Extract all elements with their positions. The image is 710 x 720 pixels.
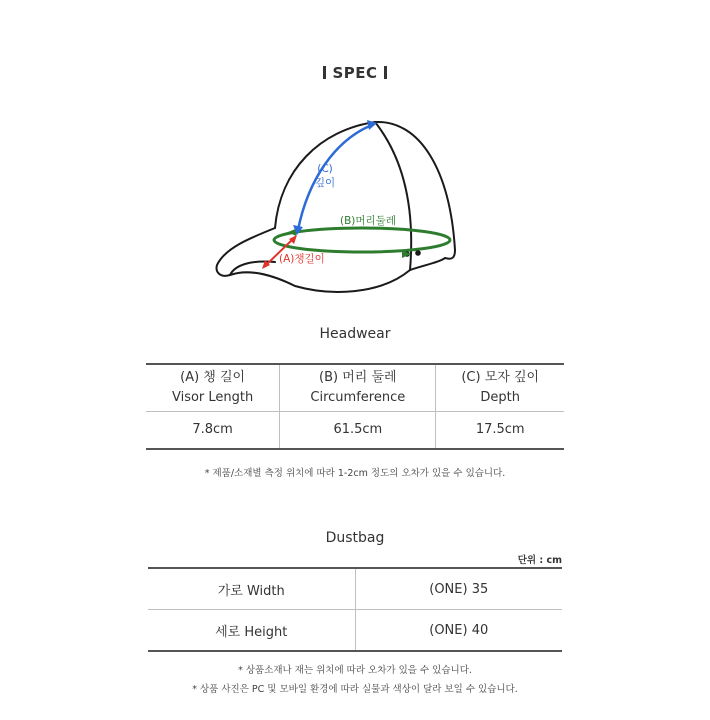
dustbag-width-value: (ONE) 35 <box>355 568 562 610</box>
dustbag-row <box>148 610 562 652</box>
headwear-note: * 제품/소재별 측정 위치에 따라 1-2cm 정도의 오차가 있을 수 있습니다. <box>204 468 506 479</box>
header-depth <box>436 364 564 412</box>
value-depth: 17.5cm <box>436 412 564 450</box>
dustbag-note-1: * 상품소재나 재는 위치에 따라 오차가 있을 수 있습니다. <box>238 665 472 676</box>
cap-outline <box>217 122 455 292</box>
headwear-title: Headwear <box>319 326 391 342</box>
dustbag-row <box>148 568 562 610</box>
headwear-table <box>146 363 564 450</box>
value-visor: 7.8cm <box>146 412 280 450</box>
depth-letter: (C) <box>317 163 333 175</box>
title-bar-right <box>384 66 387 79</box>
unit-label: 단위 : cm <box>517 555 562 566</box>
dustbag-width-label: 가로 Width <box>148 568 355 610</box>
title-bar-left <box>323 66 326 79</box>
crown-outline <box>275 122 455 259</box>
dustbag-note-2: * 상품 사진은 PC 및 모바일 환경에 따라 실물과 색상이 달라 보일 수 있습니다. <box>192 684 518 695</box>
depth-label: 깊이 <box>314 177 336 189</box>
header-circumference-ko: (B) 머리 둘레 <box>319 370 397 385</box>
dustbag-height-value: (ONE) 40 <box>355 610 562 652</box>
circumference-label: (B)머리둘레 <box>340 215 396 227</box>
header-visor-ko: (A) 챙 길이 <box>180 370 246 385</box>
dustbag-title: Dustbag <box>325 530 385 546</box>
visor-label: (A)챙길이 <box>279 253 325 265</box>
header-depth-ko: (C) 모자 깊이 <box>461 370 540 385</box>
header-circumference-en: Circumference <box>310 390 406 405</box>
spec-title-text: SPEC <box>332 64 378 82</box>
header-depth-en: Depth <box>480 390 521 405</box>
dustbag-height-label: 세로 Height <box>148 610 355 652</box>
header-circumference <box>280 364 436 412</box>
cap-diagram <box>190 100 490 300</box>
value-circumference: 61.5cm <box>280 412 436 450</box>
header-visor-en: Visor Length <box>171 390 254 405</box>
spec-title <box>0 64 710 82</box>
headwear-header-row <box>146 364 564 412</box>
crown-seam <box>375 122 411 270</box>
dustbag-table <box>148 567 562 652</box>
headwear-value-row <box>146 412 564 450</box>
header-visor <box>146 364 280 412</box>
